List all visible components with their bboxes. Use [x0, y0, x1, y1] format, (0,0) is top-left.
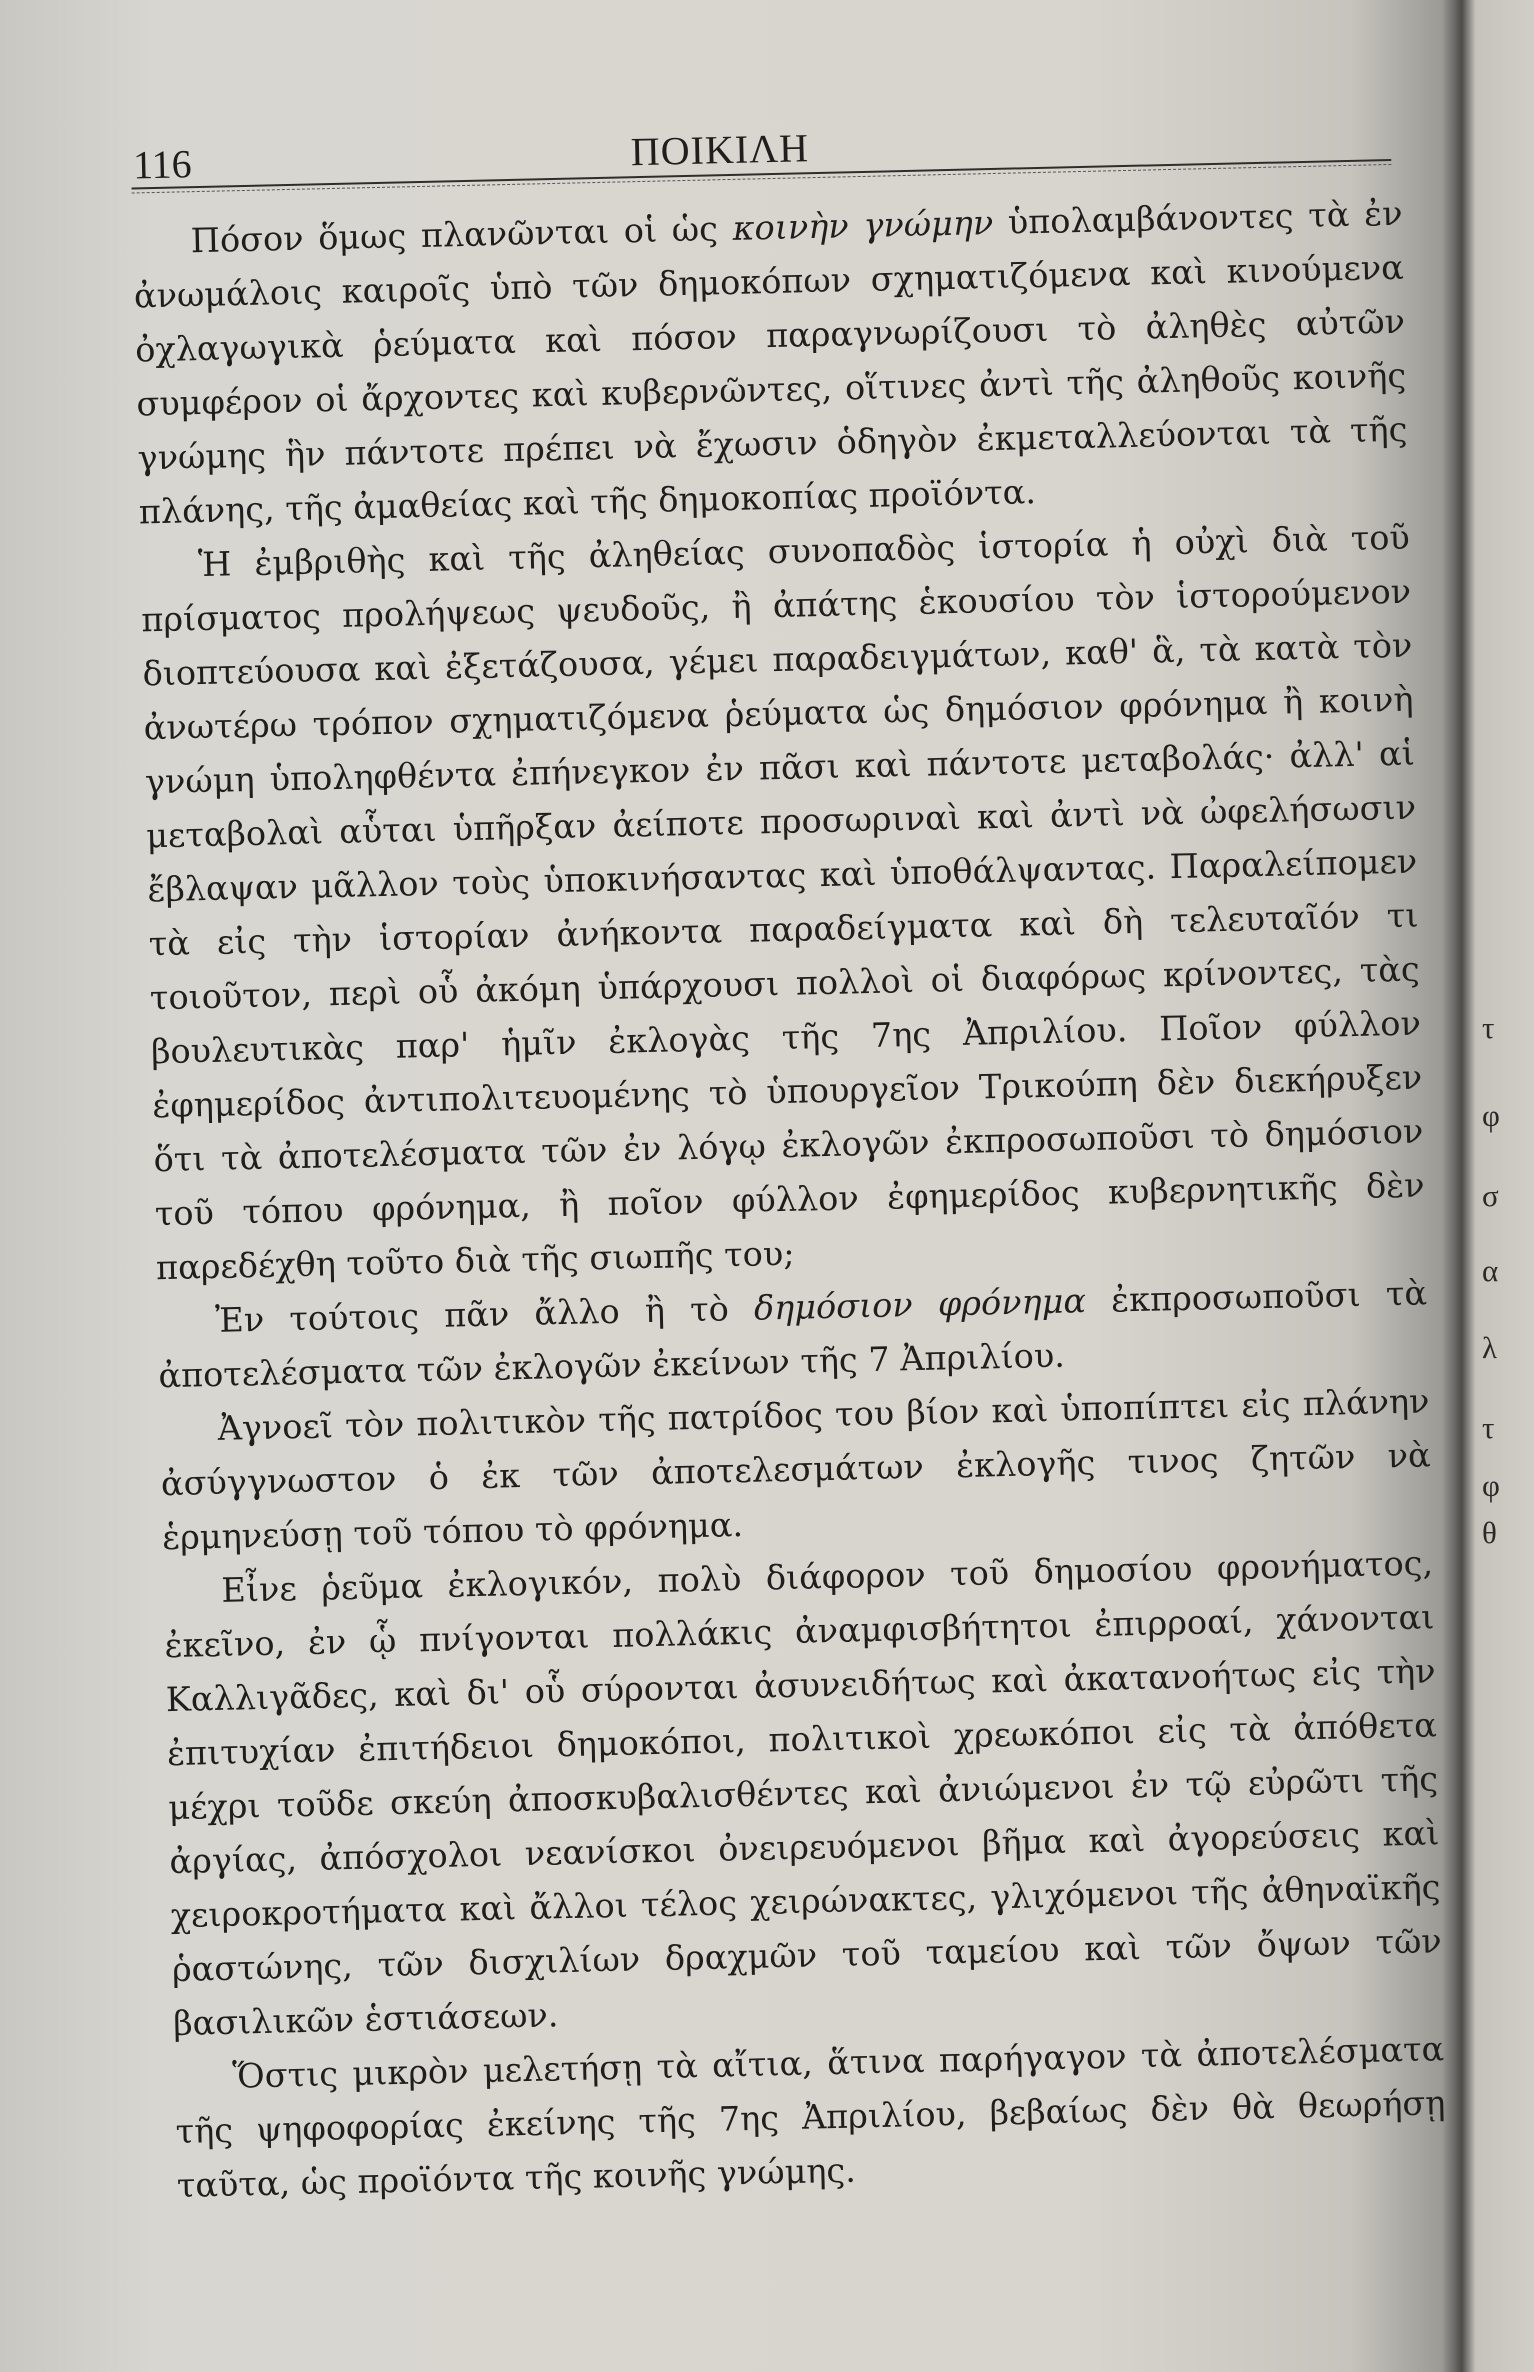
facing-page-letter: φ — [1482, 1098, 1500, 1133]
paragraph-1 — [132, 187, 1409, 540]
paragraph-2-text: Ἡ ἐμβριθὴς καὶ τῆς ἀληθείας συνοπαδὸς ἱστορία ἡ οὐχὶ διὰ τοῦ πρίσματος προλήψεως ψευδοῦς, ἢ ἀπάτης ἑκουσίου τὸν ἱστορούμενον διοπτεύουσα καὶ ἐξετάζουσα, γέμει παραδειγμάτων, καθ' ἃ, τὰ κατὰ τὸν ἀνωτέρω τρόπον σχηματιζόμενα ῥεύματα ὡς δημόσιον φρόνημα ἢ κοινὴ γνώμη ὑποληφθέντα ἐπήνεγκον ἐν πᾶσι καὶ πάντοτε μεταβολάς· ἀλλ' αἱ μεταβολαὶ αὗται ὑπῆρξαν ἀείποτε προσωριναὶ καὶ ἀντὶ νὰ ὠφελήσωσιν ἔβλαψαν μᾶλλον τοὺς ὑποκινήσαντας καὶ ὑποθάλψαντας. Παραλείπομεν τὰ εἰς τὴν ἱστορίαν ἀνήκοντα παραδείγματα καὶ δὴ τελευταῖόν τι τοιοῦτον, περὶ οὗ ἀκόμη ὑπάρχουσι πολλοὶ οἱ διαφόρως κρίνοντες, τὰς βουλευτικὰς παρ' ἡμῖν ἐκλογὰς τῆς 7ης Ἀπριλίου. Ποῖον φύλλον ἐφημερίδος ἀντιπολιτευομένης τὸ ὑπουργεῖον Τρικούπη δὲν διεκήρυξεν ὅτι τὰ ἀποτελέσματα τῶν ἐν λόγῳ ἐκλογῶν ἐκπροσωποῦσι τὸ δημόσιον τοῦ τόπου φρόνημα, ἢ ποῖον φύλλον ἐφημερίδος κυβερνητικῆς δὲν παρεδέχθη τοῦτο διὰ τῆς σιωπῆς του; — [140, 517, 1425, 1288]
paragraph-5-text: Εἶνε ῥεῦμα ἐκλογικόν, πολὺ διάφορον τοῦ δημοσίου φρονήματος, ἐκεῖνο, ἐν ᾧ πνίγονται πολλάκις ἀναμφισβήτητοι ἐπιρροαί, χάνονται Καλλιγᾶδες, καὶ δι' οὗ σύρονται ἀσυνειδήτως καὶ ἀκατανοήτως εἰς τὴν ἐπιτυχίαν ἐπιτήδειοι δημοκόποι, πολιτικοὶ χρεωκόποι εἰς τὰ ἀπόθετα μέχρι τοῦδε σκεύη ἀποσκυβαλισθέντες καὶ ἀνιώμενοι ἐν τῷ εὐρῶτι τῆς ἀργίας, ἀπόσχολοι νεανίσκοι ὀνειρευόμενοι βῆμα καὶ ἀγορεύσεις καὶ χειροκροτήματα καὶ ἄλλοι τέλος χειρώνακτες, γλιχόμενοι τῆς ἀθηναϊκῆς ῥαστώνης, τῶν δισχιλίων δραχμῶν τοῦ ταμείου καὶ τῶν ὄψων τῶν βασιλικῶν ἑστιάσεων. — [164, 1543, 1443, 2044]
paragraph-6-text: Ὅστις μικρὸν μελετήσῃ τὰ αἴτια, ἅτινα παρήγαγον τὰ ἀποτελέσματα τῆς ψηφοφορίας ἐκείνης τῆς 7ης Ἀπριλίου, βεβαίως δὲν θὰ θεωρήσῃ ταῦτα, ὡς προϊόντα τῆς κοινῆς γνώμης. — [175, 2029, 1446, 2206]
facing-page-letter: λ — [1482, 1330, 1498, 1365]
paragraph-6 — [174, 2022, 1447, 2213]
paragraph-1-text-b: ὑπολαμβάνοντες τὰ ἐν ἀνωμάλοις καιροῖς ὑπὸ τῶν δημοκόπων σχηματιζόμενα καὶ κινούμενα ὀχλαγωγικὰ ῥεύματα καὶ πόσον παραγνωρίζουσι τὸ ἀληθὲς αὐτῶν συμφέρον οἱ ἄρχοντες καὶ κυβερνῶντες, οἵτινες ἀντὶ τῆς ἀληθοῦς κοινῆς γνώμης ἣν πάντοτε πρέπει νὰ ἔχωσιν ὁδηγὸν ἐκμεταλλεύονται τὰ τῆς πλάνης, τῆς ἀμαθείας καὶ τῆς δημοκοπίας προϊόντα. — [133, 193, 1408, 532]
paragraph-3-emphasis: δημόσιον φρόνημα — [753, 1281, 1087, 1328]
running-title: ΠΟΙΚΙΛΗ — [630, 125, 810, 175]
facing-page-letter: θ — [1482, 1515, 1497, 1550]
facing-page-letter: τ — [1482, 1010, 1495, 1045]
paragraph-2 — [140, 511, 1427, 1296]
paragraph-3-text-b: ἐκπροσωποῦσι τὰ ἀποτελέσματα τῶν ἐκλογῶν ἐκείνων τῆς 7 Ἀπριλίου. — [158, 1273, 1428, 1396]
page-header — [110, 91, 1406, 190]
paragraph-5 — [163, 1536, 1444, 2051]
paragraph-1-emphasis: κοινὴν γνώμην — [732, 202, 994, 248]
facing-page-letter: φ — [1482, 1468, 1500, 1503]
facing-page-letter: α — [1482, 1253, 1499, 1288]
paragraph-3-text-a: Ἐν τούτοις πᾶν ἄλλο ἢ τὸ — [214, 1288, 755, 1340]
paragraph-4-text: Ἀγνοεῖ τὸν πολιτικὸν τῆς πατρίδος του βίον καὶ ὑποπίπτει εἰς πλάνην ἀσύγγνωστον ὁ ἐκ τῶν ἀποτελεσμάτων ἐκλογῆς τινος ζητῶν νὰ ἑρμηνεύσῃ τοῦ τόπου τὸ φρόνημα. — [160, 1381, 1432, 1558]
paragraph-4 — [159, 1374, 1432, 1565]
facing-page-letter: τ — [1482, 1410, 1495, 1445]
page-number: 116 — [132, 141, 193, 188]
facing-page-letter: σ — [1482, 1178, 1499, 1213]
paragraph-1-text-a: Πόσον ὅμως πλανῶνται οἱ ὡς — [190, 208, 734, 261]
book-page — [110, 91, 1455, 2360]
body-text — [132, 187, 1447, 2213]
